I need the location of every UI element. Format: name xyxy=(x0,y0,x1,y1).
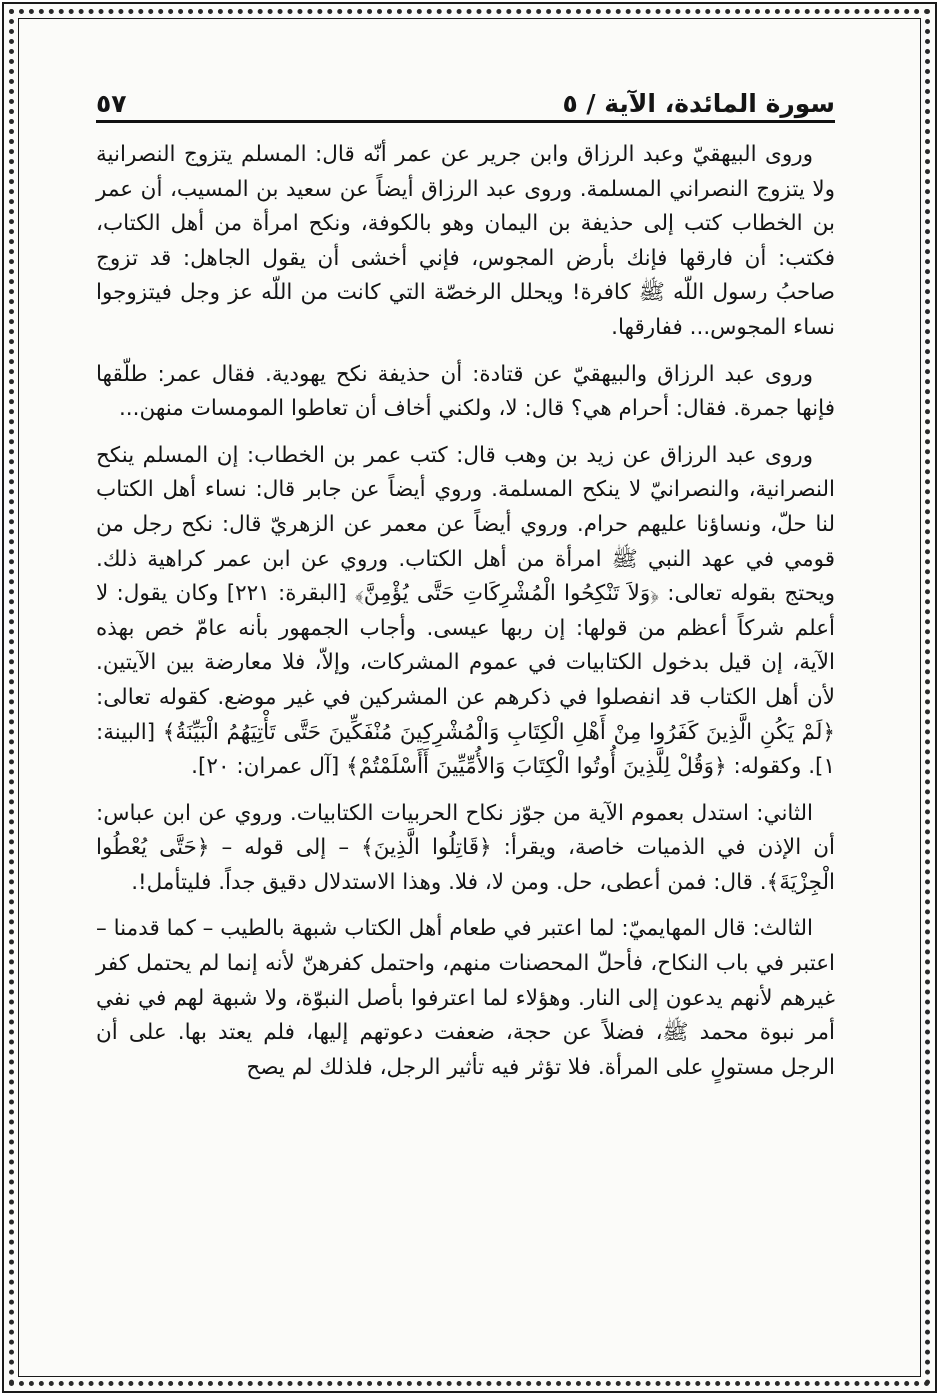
paragraph-2: وروى عبد الرزاق والبيهقيّ عن قتادة: أن حذيفة نكح يهودية. فقال عمر: طلّقها فإنها جمرة. فقال: أحرام هي؟ قال: لا، ولكني أخاف أن تعاطوا المومسات منهن... xyxy=(96,361,835,422)
paragraph-4: الثاني: استدل بعموم الآية من جوّز نكاح الحربيات الكتابيات. وروي عن ابن عباس: أن الإذن في الذميات خاصة، ويقرأ: ﴿قَاتِلُوا الَّذِينَ﴾ – إلى قوله – ﴿حَتَّى يُعْطُوا الْجِزْيَةَ﴾. قال: فمن أعطى، حل. ومن لا، فلا. وهذا الاستدلال دقيق جداً. فليتأمل!. xyxy=(96,800,835,895)
paragraph-5: الثالث: قال المهايميّ: لما اعتبر في طعام أهل الكتاب شبهة بالطيب – كما قدمنا – اعتبر في باب النكاح، فأحلّ المحصنات منهم، واحتمل كفرهنّ لأنه إنما لم يحتمل كفر غيرهم لأنهم يدعون إلى النار. وهؤلاء لما اعترفوا بأصل النبوّة، ولا شبهة لهم في نفي أمر نبوة محمد ﷺ، فضلاً عن حجة، ضعفت دعوتهم إليها، فلم يعتد بها. على أن الرجل مستولٍ على المرأة. فلا تؤثر فيه تأثير الرجل، فلذلك لم يصح xyxy=(96,916,835,1080)
paragraph-3: وروى عبد الرزاق عن زيد بن وهب قال: كتب عمر بن الخطاب: إن المسلم ينكح النصرانية، والنصرانيّ لا ينكح المسلمة. وروي أيضاً عن جابر قال: نساء أهل الكتاب لنا حلّ، ونساؤنا عليهم حرام. وروي أيضاً عن معمر عن الزهريّ قال: نكح رجل من قومي في عهد النبي ﷺ امرأة من أهل الكتاب. وروي عن ابن عمر كراهية ذلك. ويحتج بقوله تعالى: ﴿وَلاَ تَنْكِحُوا الْمُشْرِكَاتِ حَتَّى يُؤْمِنَّ﴾ [البقرة: ٢٢١] وكان يقول: لا أعلم شركاً أعظم من قولها: إن ربها عيسى. وأجاب الجمهور بأنه عامّ خص بهذه الآية، إن قيل بدخول الكتابيات في عموم المشركات، وإلاّ، فلا معارضة بين الآيتين. لأن أهل الكتاب قد انفصلوا في ذكرهم عن المشركين في غير موضع. كقوله تعالى: ﴿لَمْ يَكُنِ الَّذِينَ كَفَرُوا مِنْ أَهْلِ الْكِتَابِ وَالْمُشْرِكِينَ مُنْفَكِّينَ حَتَّى تَأْتِيَهُمُ الْبَيِّنَةُ﴾ [البينة: ١]. وكقوله: ﴿وَقُلْ لِلَّذِينَ أُوتُوا الْكِتَابَ وَالأُمِّيِّينَ أَأَسْلَمْتُمْ﴾ [آل عمران: ٢٠]. xyxy=(96,442,835,780)
paragraph-1: وروى البيهقيّ وعبد الرزاق وابن جرير عن عمر أنّه قال: المسلم يتزوج النصرانية ولا يتزوج النصراني المسلمة. وروى عبد الرزاق أيضاً عن سعيد بن المسيب، أن عمر بن الخطاب كتب إلى حذيفة بن اليمان وهو بالكوفة، ونكح امرأة من أهل الكتاب، فكتب: أن فارقها فإنك بأرض المجوس، فإني أخشى أن يقول الجاهل: قد تزوج صاحبُ رسول اللّه ﷺ كافرة! ويحلل الرخصّة التي كانت من اللّه عز وجل فيتزوجوا نساء المجوس... ففارقها. xyxy=(96,142,835,340)
body-text xyxy=(96,138,835,1085)
header-rule xyxy=(96,120,835,123)
running-title: سورة المائدة، الآية / ٥ xyxy=(562,89,835,118)
page-number: ٥٧ xyxy=(96,89,127,118)
page-header xyxy=(96,70,835,118)
